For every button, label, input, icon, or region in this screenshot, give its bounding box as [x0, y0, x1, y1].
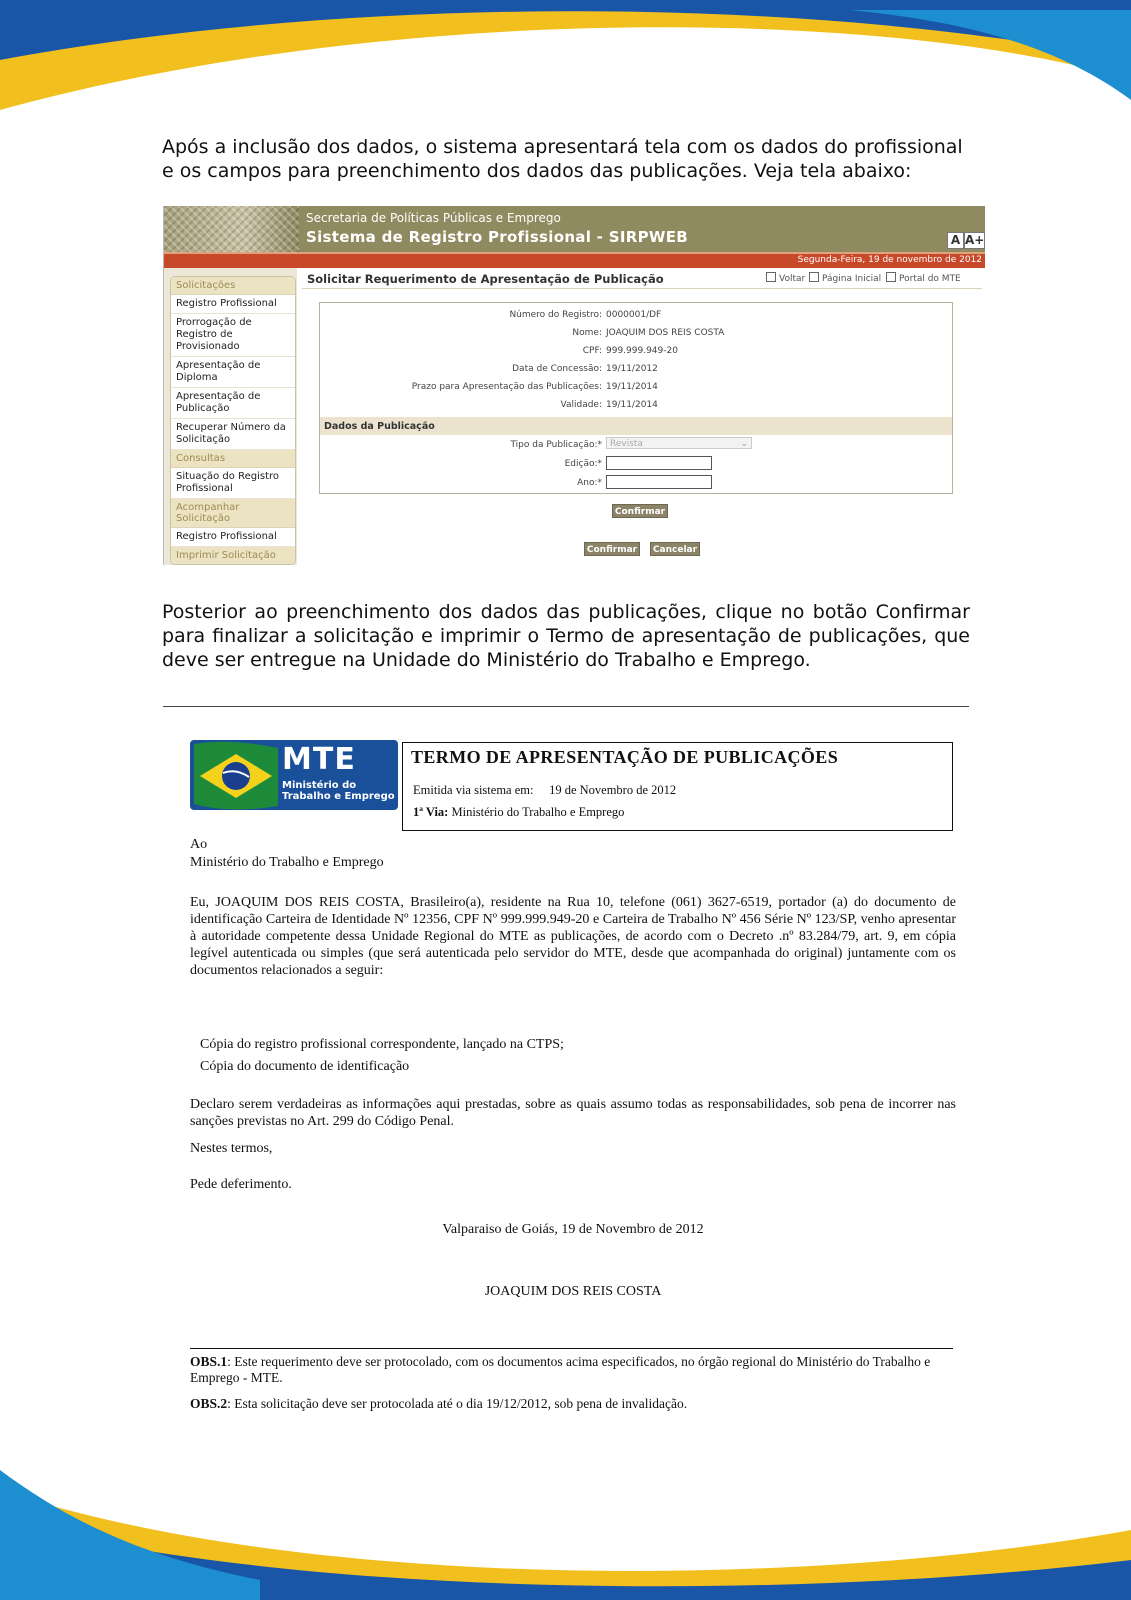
sidebar-item-situacao[interactable]: Situação do Registro Profissional — [171, 468, 295, 499]
intro-paragraph: Após a inclusão dos dados, o sistema apresentará tela com os dados do profissional e os campos para preenchimento dos dados das publicações. Veja tela abaixo: — [162, 136, 963, 182]
bottom-decoration — [0, 1470, 1131, 1600]
field-label: Data de Concessão: — [512, 364, 602, 374]
tipo-label: Tipo da Publicação:* — [510, 440, 602, 450]
obs1-text: : Este requerimento deve ser protocolado, com os documentos acima especificados, no órgão regional do Ministério do Trabalho e Emprego - MTE. — [190, 1354, 931, 1385]
place-date: Valparaiso de Goiás, 19 de Novembro de 2012 — [442, 1222, 704, 1237]
registration-form — [319, 302, 953, 494]
field-value: 999.999.949-20 — [606, 346, 678, 356]
back-link[interactable] — [766, 272, 805, 284]
termo-via — [413, 805, 624, 820]
field-value: 19/11/2014 — [606, 400, 658, 410]
title-divider — [302, 288, 982, 289]
declaration-text: Declaro serem verdadeiras as informações aqui prestadas, sobre as quais assumo todas as responsabilidades, sob pena de incorrer nas sanções previstas no Art. 299 do Código Penal. — [190, 1097, 956, 1129]
nestes-termos: Nestes termos, — [190, 1141, 273, 1156]
field-label: Número do Registro: — [509, 310, 602, 320]
field-row — [320, 397, 952, 413]
field-label: Prazo para Apresentação das Publicações: — [411, 382, 602, 392]
sidebar-section-imprimir[interactable]: Imprimir Solicitação — [171, 547, 295, 564]
field-row — [320, 343, 952, 359]
cancel-button[interactable]: Cancelar — [650, 542, 700, 556]
sidebar-item-diploma[interactable]: Apresentação de Diploma — [171, 357, 295, 388]
divider — [163, 706, 969, 707]
field-label: CPF: — [582, 346, 602, 356]
logo-sub2: Trabalho e Emprego — [282, 791, 395, 802]
field-label: Validade: — [560, 400, 602, 410]
after-paragraph: Posterior ao preenchimento dos dados das publicações, clique no botão Confirmar para finalizar a solicitação e imprimir o Termo de apresentação de publicações, que deve ser entregue na Unidade do Ministério do Trabalho e Emprego. — [162, 601, 970, 671]
obs2-label: OBS.2 — [190, 1396, 228, 1411]
chevron-down-icon: ⌄ — [740, 439, 748, 449]
termo-title: TERMO DE APRESENTAÇÃO DE PUBLICAÇÕES — [411, 747, 839, 767]
home-icon — [809, 272, 819, 282]
edicao-row — [320, 456, 952, 472]
tipo-value: Revista — [610, 439, 643, 449]
signature-name: JOAQUIM DOS REIS COSTA — [484, 1284, 662, 1299]
mte-logo — [190, 740, 398, 810]
sidebar-item-acompanhar-registro[interactable]: Registro Profissional — [171, 528, 295, 547]
header-photo — [164, 206, 299, 252]
back-link-label: Voltar — [779, 274, 806, 284]
tipo-select[interactable] — [606, 437, 752, 449]
portal-link[interactable] — [886, 272, 961, 284]
field-value: 19/11/2014 — [606, 382, 658, 392]
sidebar-menu — [170, 276, 296, 565]
logo-subtitle — [282, 780, 395, 802]
addressee-ao: Ao — [190, 837, 208, 852]
back-icon — [766, 272, 776, 282]
obs2 — [190, 1396, 956, 1412]
via-label: 1ª Via: — [413, 805, 449, 819]
date-bar — [164, 252, 985, 268]
edicao-label: Edição:* — [564, 459, 602, 469]
sidebar-item-prorrogacao[interactable]: Prorrogação de Registro de Provisionado — [171, 314, 295, 357]
font-increase-button[interactable]: A+ — [965, 233, 985, 247]
pede-deferimento: Pede deferimento. — [190, 1177, 292, 1192]
field-row — [320, 361, 952, 377]
sidebar-section-acompanhar: Acompanhar Solicitação — [171, 499, 295, 528]
tipo-row — [320, 437, 952, 453]
header-system-title: Sistema de Registro Profissional - SIRPWEB — [306, 228, 688, 246]
sidebar — [164, 268, 297, 565]
ano-row — [320, 475, 952, 491]
page-title: Solicitar Requerimento de Apresentação de Publicação — [307, 272, 664, 286]
grid-icon — [886, 272, 896, 282]
document-item: Cópia do registro profissional correspondente, lançado na CTPS; — [200, 1037, 564, 1052]
via-text: Ministério do Trabalho e Emprego — [448, 805, 625, 819]
termo-emitida: Emitida via sistema em: 19 de Novembro de 2012 — [413, 783, 677, 797]
obs-divider — [190, 1348, 953, 1349]
termo-header-box — [402, 742, 953, 831]
sidebar-section-consultas: Consultas — [171, 450, 295, 468]
termo-body: Eu, JOAQUIM DOS REIS COSTA, Brasileiro(a), residente na Rua 10, telefone (061) 3627-6519, portador (a) do documento de identificação Carteira de Identidade Nº 12356, CPF Nº 999.999.949-20 e Carteira de Trabalho Nº 456 Série Nº 123/SP, venho apresentar à autoridade competente dessa Unidade Regional do MTE as publicações, de acordo com o Decreto .nº 83.284/79, art. 9, em cópia legível autenticada ou simples (que será autenticada pelo servidor do MTE, desde que acompanhada do original) juntamente com os documentos relacionados a seguir: — [190, 895, 956, 978]
field-value: 0000001/DF — [606, 310, 662, 320]
edicao-input[interactable] — [606, 456, 712, 470]
portal-link-label: Portal do MTE — [899, 274, 961, 284]
current-date: Segunda-Feira, 19 de novembro de 2012 — [797, 255, 982, 265]
ano-label: Ano:* — [577, 478, 602, 488]
field-value: JOAQUIM DOS REIS COSTA — [606, 328, 725, 338]
home-link-label: Página Inicial — [822, 274, 882, 284]
field-row — [320, 325, 952, 341]
app-header — [164, 206, 985, 252]
header-secretaria: Secretaria de Políticas Públicas e Emprego — [306, 211, 561, 225]
field-row — [320, 379, 952, 395]
logo-sub1: Ministério do — [282, 780, 357, 791]
obs1 — [190, 1354, 956, 1386]
logo-text: MTE — [282, 742, 356, 777]
sidebar-item-recuperar[interactable]: Recuperar Número da Solicitação — [171, 419, 295, 450]
section-title: Dados da Publicação — [324, 421, 435, 432]
field-value: 19/11/2012 — [606, 364, 658, 374]
sidebar-item-registro[interactable]: Registro Profissional — [171, 295, 295, 314]
addressee-ministerio: Ministério do Trabalho e Emprego — [190, 855, 384, 870]
document-item: Cópia do documento de identificação — [200, 1059, 410, 1074]
font-decrease-button[interactable]: A — [947, 232, 964, 249]
termo-document — [190, 740, 956, 1420]
section-header — [320, 417, 952, 435]
confirm-publication-button[interactable]: Confirmar — [612, 504, 668, 518]
top-decoration — [0, 0, 1131, 130]
obs1-label: OBS.1 — [190, 1354, 228, 1369]
confirm-button[interactable]: Confirmar — [584, 542, 640, 556]
sidebar-item-publicacao[interactable]: Apresentação de Publicação — [171, 388, 295, 419]
sirpweb-screenshot — [163, 206, 985, 565]
home-link[interactable] — [809, 272, 881, 284]
sidebar-section-solicitacoes: Solicitações — [171, 277, 295, 295]
field-row — [320, 307, 952, 323]
obs2-text: : Esta solicitação deve ser protocolada até o dia 19/12/2012, sob pena de invalidação. — [227, 1396, 688, 1411]
field-label: Nome: — [572, 328, 602, 338]
ano-input[interactable] — [606, 475, 712, 489]
